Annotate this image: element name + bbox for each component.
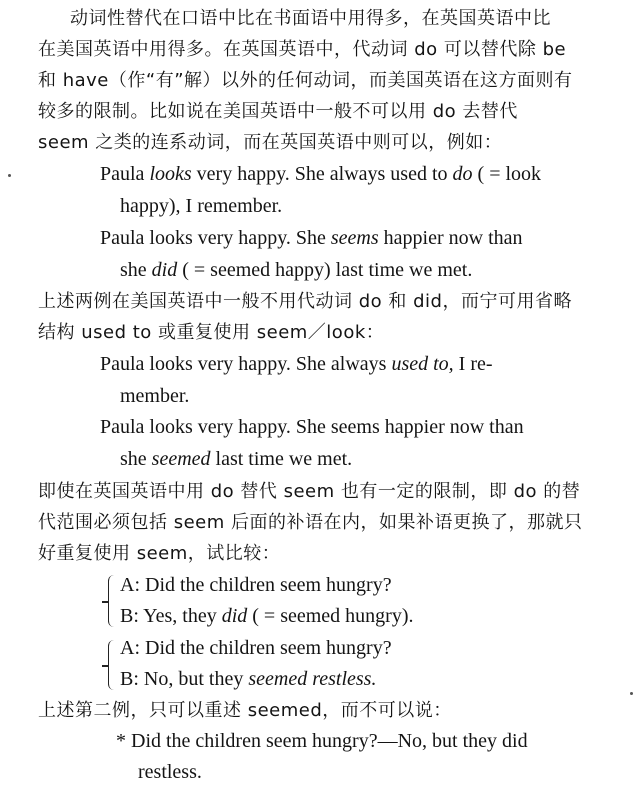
paragraph-1-line-2: 在美国英语中用得多。在英国英语中，代动词 do 可以替代除 be xyxy=(38,39,567,60)
example-3-line-2: member. xyxy=(120,385,190,407)
paragraph-3-line-1: 即使在英国英语中用 do 替代 seem 也有一定的限制，即 do 的替 xyxy=(38,481,581,502)
example-2-line-2: she did ( = seemed happy) last time we met. xyxy=(120,259,473,281)
example-4-line-2: she seemed last time we met. xyxy=(120,448,353,470)
example-1-line-1: Paula looks very happy. She always used to do ( = look xyxy=(100,163,542,185)
pair-1-line-b: B: Yes, they did ( = seemed hungry). xyxy=(120,605,414,627)
paragraph-4-line-1: 上述第二例，只可以重述 seemed，而不可以说： xyxy=(38,700,452,721)
pair-1-line-a: A: Did the children seem hungry? xyxy=(120,574,392,596)
pair-2-brace xyxy=(108,640,117,690)
paragraph-2-line-1: 上述两例在美国英语中一般不用代动词 do 和 did，而宁可用省略 xyxy=(38,291,572,312)
paragraph-1-line-1: 动词性替代在口语中比在书面语中用得多，在英国英语中比 xyxy=(70,8,551,29)
paragraph-3-line-3: 好重复使用 seem，试比较： xyxy=(38,543,281,564)
example-3-line-1: Paula looks very happy. She always used to, I re- xyxy=(100,353,493,375)
paragraph-1-line-5: seem 之类的连系动词，而在英国英语中则可以，例如： xyxy=(38,132,503,153)
example-5-line-2: restless. xyxy=(138,761,202,783)
pair-1-brace xyxy=(108,575,117,627)
paragraph-1-line-4: 较多的限制。比如说在美国英语中一般不可以用 do 去替代 xyxy=(38,101,518,122)
example-2-line-1: Paula looks very happy. She seems happier now than xyxy=(100,227,523,249)
paragraph-1-line-3: 和 have（作“有”解）以外的任何动词，而美国英语在这方面则有 xyxy=(38,70,573,91)
scan-speck xyxy=(8,174,11,177)
paragraph-2-line-2: 结构 used to 或重复使用 seem／look： xyxy=(38,322,385,343)
paragraph-3-line-2: 代范围必须包括 seem 后面的补语在内，如果补语更换了，那就只 xyxy=(38,512,583,533)
example-1-line-2: happy), I remember. xyxy=(120,195,283,217)
example-5-line-1: * Did the children seem hungry?—No, but they did xyxy=(116,730,528,752)
pair-2-line-a: A: Did the children seem hungry? xyxy=(120,637,392,659)
pair-2-line-b: B: No, but they seemed restless. xyxy=(120,668,377,690)
scan-speck xyxy=(630,692,633,695)
example-4-line-1: Paula looks very happy. She seems happier now than xyxy=(100,416,524,438)
